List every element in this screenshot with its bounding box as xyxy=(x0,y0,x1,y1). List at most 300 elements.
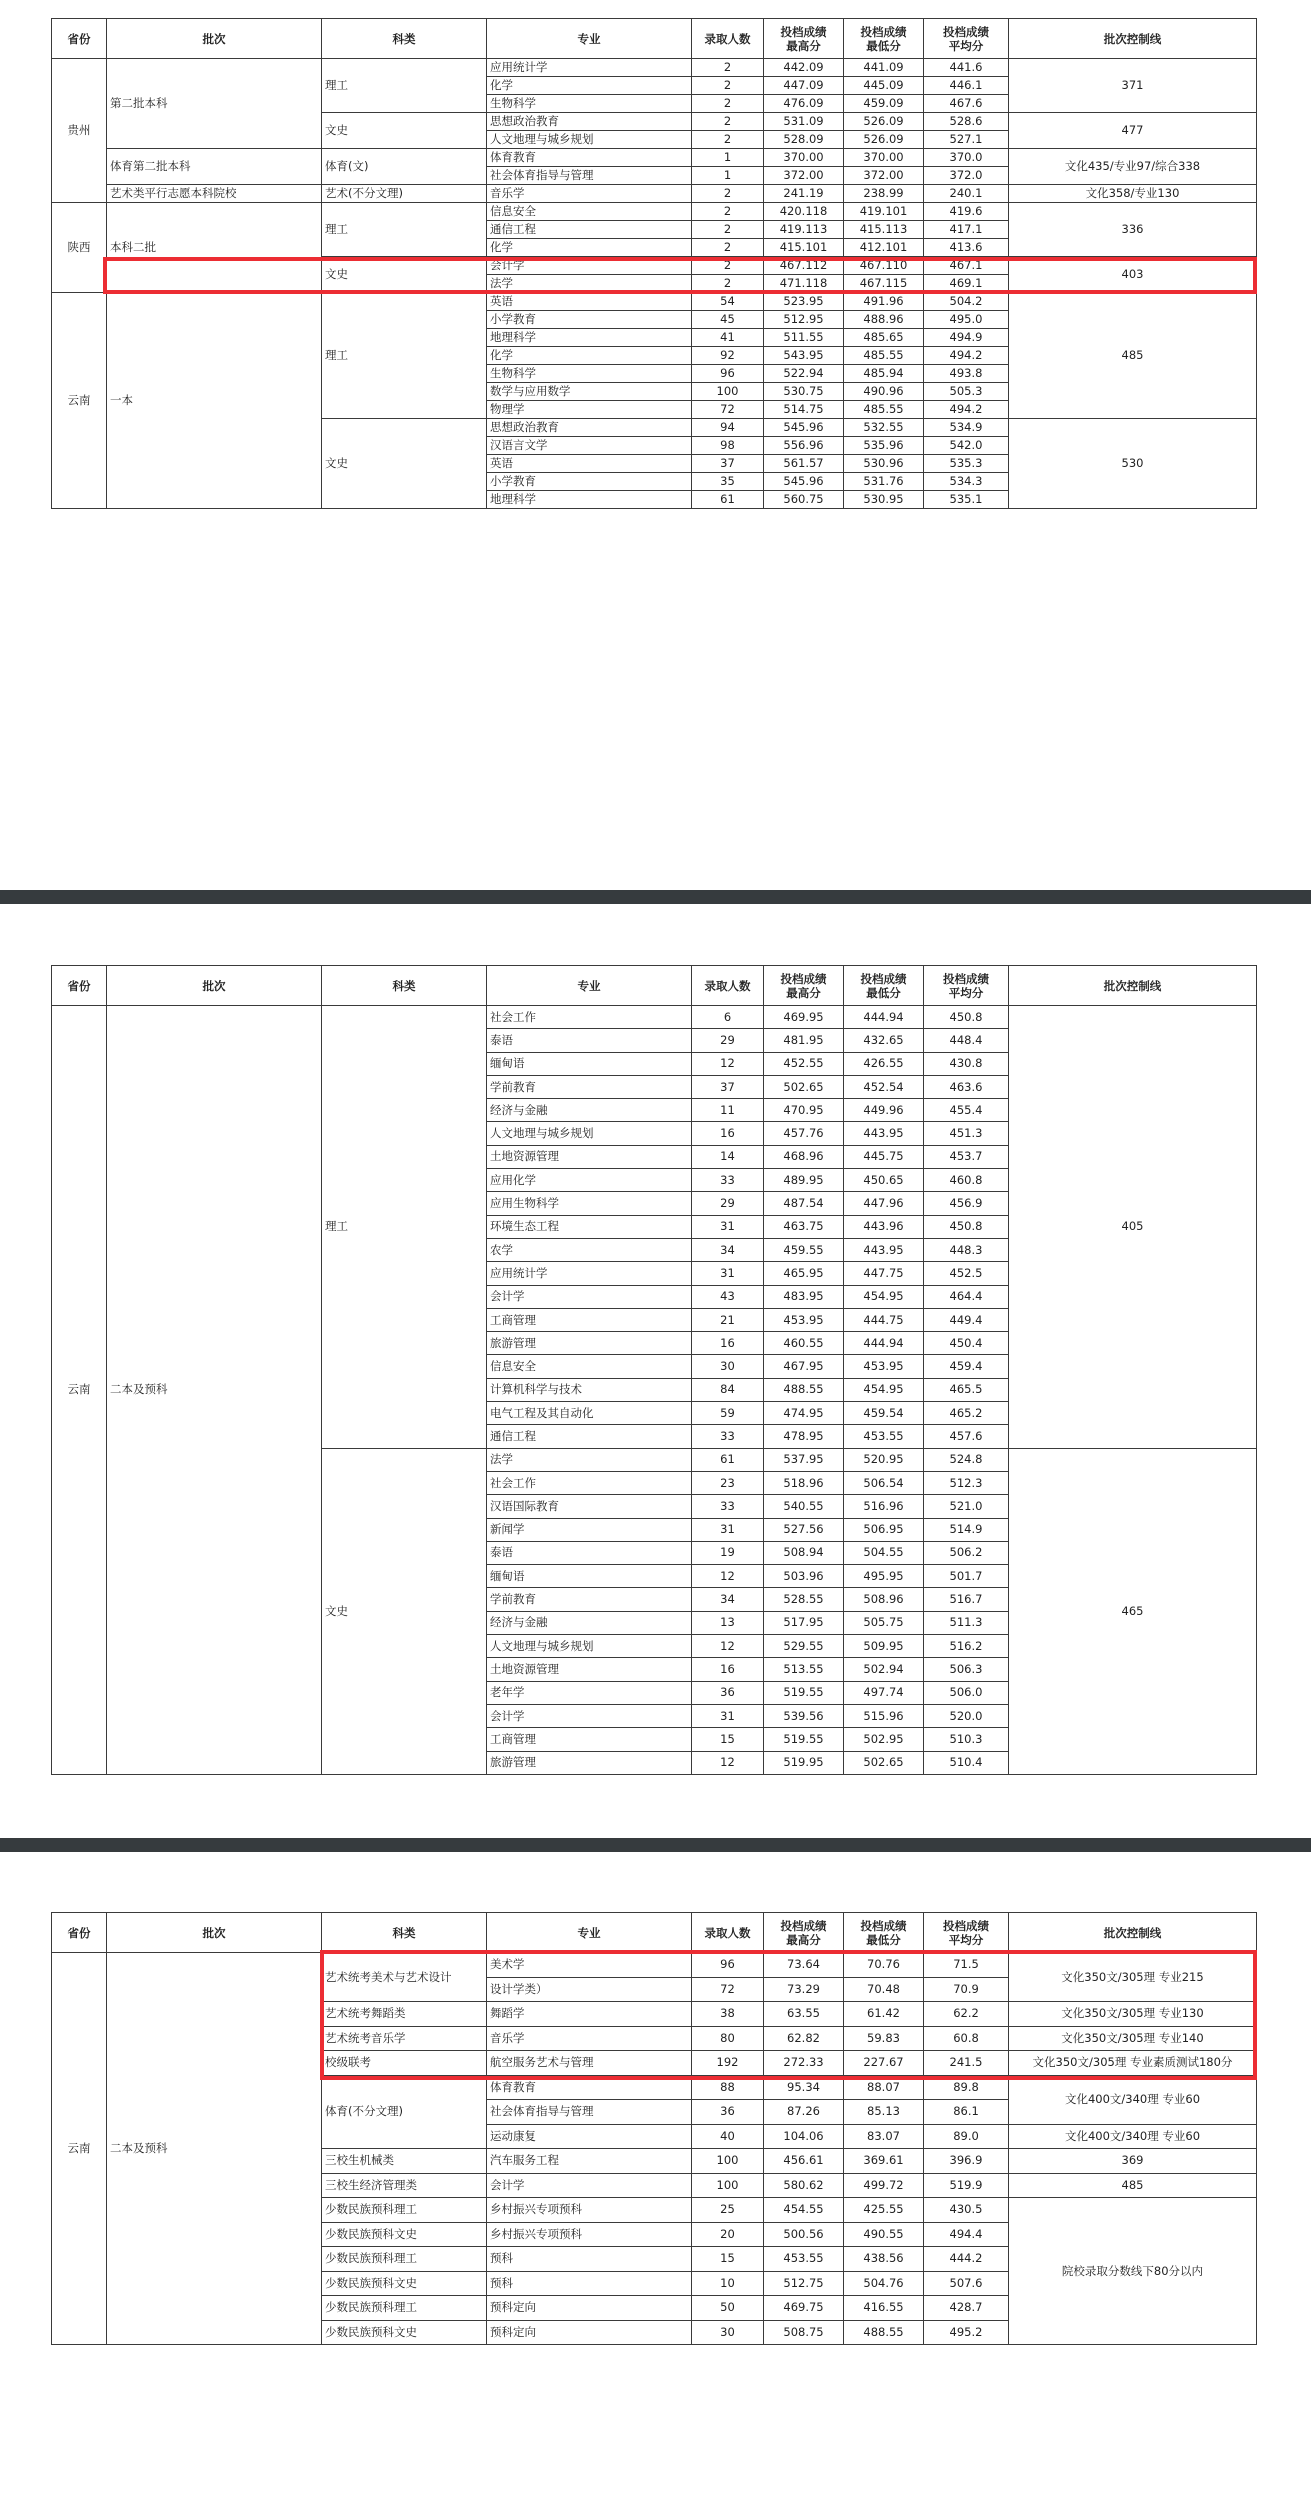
min-score-cell: 83.07 xyxy=(844,2124,924,2149)
admitted-cell: 12 xyxy=(692,1635,764,1658)
control-line-cell: 485 xyxy=(1009,2173,1257,2198)
min-score-cell: 70.76 xyxy=(844,1953,924,1978)
min-score-cell: 459.09 xyxy=(844,95,924,113)
major-cell: 物理学 xyxy=(487,401,692,419)
avg-score-cell: 430.5 xyxy=(924,2198,1009,2223)
admitted-cell: 21 xyxy=(692,1308,764,1331)
major-cell: 法学 xyxy=(487,275,692,293)
avg-score-cell: 451.3 xyxy=(924,1122,1009,1145)
max-score-cell: 453.55 xyxy=(764,2247,844,2272)
admitted-cell: 37 xyxy=(692,1075,764,1098)
admitted-cell: 61 xyxy=(692,1448,764,1471)
avg-score-cell: 467.6 xyxy=(924,95,1009,113)
avg-score-cell: 516.7 xyxy=(924,1588,1009,1611)
major-cell: 信息安全 xyxy=(487,1355,692,1378)
min-score-cell: 454.95 xyxy=(844,1378,924,1401)
min-score-cell: 445.09 xyxy=(844,77,924,95)
admitted-cell: 38 xyxy=(692,2002,764,2027)
min-score-cell: 526.09 xyxy=(844,131,924,149)
min-score-cell: 485.94 xyxy=(844,365,924,383)
min-score-cell: 508.96 xyxy=(844,1588,924,1611)
admitted-cell: 2 xyxy=(692,221,764,239)
admitted-cell: 30 xyxy=(692,1355,764,1378)
min-score-cell: 499.72 xyxy=(844,2173,924,2198)
admitted-cell: 41 xyxy=(692,329,764,347)
min-score-cell: 443.95 xyxy=(844,1238,924,1261)
control-line-cell: 403 xyxy=(1009,257,1257,293)
major-cell: 思想政治教育 xyxy=(487,419,692,437)
admitted-cell: 23 xyxy=(692,1471,764,1494)
major-cell: 舞蹈学 xyxy=(487,2002,692,2027)
min-score-cell: 238.99 xyxy=(844,185,924,203)
min-score-cell: 370.00 xyxy=(844,149,924,167)
header-admitted: 录取人数 xyxy=(692,1913,764,1953)
avg-score-cell: 460.8 xyxy=(924,1169,1009,1192)
kelei-cell: 少数民族预科文史 xyxy=(322,2271,487,2296)
max-score-cell: 519.55 xyxy=(764,1681,844,1704)
avg-score-cell: 459.4 xyxy=(924,1355,1009,1378)
min-score-cell: 530.95 xyxy=(844,491,924,509)
major-cell: 法学 xyxy=(487,1448,692,1471)
admitted-cell: 15 xyxy=(692,2247,764,2272)
max-score-cell: 540.55 xyxy=(764,1495,844,1518)
control-line-cell: 文化400文/340理 专业60 xyxy=(1009,2075,1257,2124)
major-cell: 通信工程 xyxy=(487,1425,692,1448)
major-cell: 缅甸语 xyxy=(487,1052,692,1075)
min-score-cell: 412.101 xyxy=(844,239,924,257)
admitted-cell: 2 xyxy=(692,239,764,257)
header-major: 专业 xyxy=(487,19,692,59)
max-score-cell: 460.55 xyxy=(764,1332,844,1355)
admitted-cell: 84 xyxy=(692,1378,764,1401)
avg-score-cell: 441.6 xyxy=(924,59,1009,77)
major-cell: 地理科学 xyxy=(487,329,692,347)
major-cell: 小学教育 xyxy=(487,311,692,329)
major-cell: 学前教育 xyxy=(487,1075,692,1098)
kelei-cell: 文史 xyxy=(322,419,487,509)
admitted-cell: 2 xyxy=(692,77,764,95)
max-score-cell: 447.09 xyxy=(764,77,844,95)
max-score-cell: 372.00 xyxy=(764,167,844,185)
control-line-cell: 405 xyxy=(1009,1006,1257,1449)
avg-score-cell: 450.8 xyxy=(924,1215,1009,1238)
max-score-cell: 527.56 xyxy=(764,1518,844,1541)
min-score-cell: 88.07 xyxy=(844,2075,924,2100)
kelei-cell: 艺术统考音乐学 xyxy=(322,2026,487,2051)
avg-score-cell: 419.6 xyxy=(924,203,1009,221)
major-cell: 思想政治教育 xyxy=(487,113,692,131)
min-score-cell: 520.95 xyxy=(844,1448,924,1471)
major-cell: 计算机科学与技术 xyxy=(487,1378,692,1401)
avg-score-cell: 450.4 xyxy=(924,1332,1009,1355)
kelei-cell: 艺术(不分文理) xyxy=(322,185,487,203)
max-score-cell: 517.95 xyxy=(764,1611,844,1634)
avg-score-cell: 501.7 xyxy=(924,1565,1009,1588)
kelei-cell: 少数民族预科理工 xyxy=(322,2296,487,2321)
major-cell: 通信工程 xyxy=(487,221,692,239)
admitted-cell: 96 xyxy=(692,1953,764,1978)
max-score-cell: 502.65 xyxy=(764,1075,844,1098)
min-score-cell: 369.61 xyxy=(844,2149,924,2174)
max-score-cell: 545.96 xyxy=(764,419,844,437)
score-table-2 xyxy=(51,965,1257,1775)
kelei-cell: 理工 xyxy=(322,59,487,113)
max-score-cell: 73.64 xyxy=(764,1953,844,1978)
avg-score-cell: 452.5 xyxy=(924,1262,1009,1285)
min-score-cell: 535.96 xyxy=(844,437,924,455)
kelei-cell: 校级联考 xyxy=(322,2051,487,2076)
admitted-cell: 31 xyxy=(692,1704,764,1727)
major-cell: 泰语 xyxy=(487,1541,692,1564)
kelei-cell: 理工 xyxy=(322,203,487,257)
major-cell: 人文地理与城乡规划 xyxy=(487,1635,692,1658)
score-table-2-body xyxy=(52,1006,1257,1775)
avg-score-cell: 505.3 xyxy=(924,383,1009,401)
major-cell: 美术学 xyxy=(487,1953,692,1978)
admitted-cell: 2 xyxy=(692,203,764,221)
kelei-cell: 少数民族预科理工 xyxy=(322,2247,487,2272)
admitted-cell: 100 xyxy=(692,383,764,401)
admitted-cell: 12 xyxy=(692,1052,764,1075)
major-cell: 数学与应用数学 xyxy=(487,383,692,401)
admitted-cell: 6 xyxy=(692,1006,764,1029)
admitted-cell: 54 xyxy=(692,293,764,311)
kelei-cell: 理工 xyxy=(322,1006,487,1449)
major-cell: 预科定向 xyxy=(487,2320,692,2345)
major-cell: 航空服务艺术与管理 xyxy=(487,2051,692,2076)
max-score-cell: 476.09 xyxy=(764,95,844,113)
max-score-cell: 470.95 xyxy=(764,1099,844,1122)
min-score-cell: 509.95 xyxy=(844,1635,924,1658)
avg-score-cell: 449.4 xyxy=(924,1308,1009,1331)
max-score-cell: 469.95 xyxy=(764,1006,844,1029)
max-score-cell: 530.75 xyxy=(764,383,844,401)
admitted-cell: 2 xyxy=(692,185,764,203)
header-avg: 投档成绩 平均分 xyxy=(924,1913,1009,1953)
major-cell: 电气工程及其自动化 xyxy=(487,1402,692,1425)
major-cell: 工商管理 xyxy=(487,1308,692,1331)
min-score-cell: 491.96 xyxy=(844,293,924,311)
header-min: 投档成绩 最低分 xyxy=(844,1913,924,1953)
control-line-cell: 文化435/专业97/综合338 xyxy=(1009,149,1257,185)
kelei-cell: 少数民族预科文史 xyxy=(322,2222,487,2247)
control-line-cell: 336 xyxy=(1009,203,1257,257)
major-cell: 化学 xyxy=(487,77,692,95)
min-score-cell: 532.55 xyxy=(844,419,924,437)
header-avg: 投档成绩 平均分 xyxy=(924,19,1009,59)
kelei-cell: 三校生经济管理类 xyxy=(322,2173,487,2198)
avg-score-cell: 464.4 xyxy=(924,1285,1009,1308)
min-score-cell: 61.42 xyxy=(844,2002,924,2027)
control-line-cell: 477 xyxy=(1009,113,1257,149)
admitted-cell: 31 xyxy=(692,1215,764,1238)
header-row xyxy=(52,966,1257,1006)
max-score-cell: 478.95 xyxy=(764,1425,844,1448)
admitted-cell: 20 xyxy=(692,2222,764,2247)
avg-score-cell: 455.4 xyxy=(924,1099,1009,1122)
admitted-cell: 16 xyxy=(692,1658,764,1681)
major-cell: 体育教育 xyxy=(487,2075,692,2100)
min-score-cell: 444.94 xyxy=(844,1332,924,1355)
max-score-cell: 454.55 xyxy=(764,2198,844,2223)
min-score-cell: 438.56 xyxy=(844,2247,924,2272)
major-cell: 土地资源管理 xyxy=(487,1658,692,1681)
max-score-cell: 62.82 xyxy=(764,2026,844,2051)
table-row xyxy=(52,185,1257,203)
batch-cell: 体育第二批本科 xyxy=(107,149,322,185)
kelei-cell: 文史 xyxy=(322,113,487,149)
kelei-cell: 文史 xyxy=(322,1448,487,1774)
avg-score-cell: 520.0 xyxy=(924,1704,1009,1727)
min-score-cell: 502.65 xyxy=(844,1751,924,1774)
avg-score-cell: 62.2 xyxy=(924,2002,1009,2027)
avg-score-cell: 453.7 xyxy=(924,1145,1009,1168)
avg-score-cell: 465.2 xyxy=(924,1402,1009,1425)
control-line-cell: 465 xyxy=(1009,1448,1257,1774)
major-cell: 汽车服务工程 xyxy=(487,2149,692,2174)
avg-score-cell: 535.3 xyxy=(924,455,1009,473)
max-score-cell: 529.55 xyxy=(764,1635,844,1658)
major-cell: 缅甸语 xyxy=(487,1565,692,1588)
admitted-cell: 25 xyxy=(692,2198,764,2223)
header-kelei: 科类 xyxy=(322,1913,487,1953)
avg-score-cell: 469.1 xyxy=(924,275,1009,293)
max-score-cell: 442.09 xyxy=(764,59,844,77)
table-row xyxy=(52,59,1257,77)
major-cell: 社会体育指导与管理 xyxy=(487,2100,692,2125)
admitted-cell: 94 xyxy=(692,419,764,437)
min-score-cell: 419.101 xyxy=(844,203,924,221)
avg-score-cell: 413.6 xyxy=(924,239,1009,257)
max-score-cell: 465.95 xyxy=(764,1262,844,1285)
max-score-cell: 513.55 xyxy=(764,1658,844,1681)
max-score-cell: 453.95 xyxy=(764,1308,844,1331)
min-score-cell: 485.55 xyxy=(844,401,924,419)
major-cell: 旅游管理 xyxy=(487,1751,692,1774)
admitted-cell: 12 xyxy=(692,1565,764,1588)
batch-cell: 本科二批 xyxy=(107,203,322,293)
max-score-cell: 556.96 xyxy=(764,437,844,455)
min-score-cell: 70.48 xyxy=(844,1977,924,2002)
avg-score-cell: 417.1 xyxy=(924,221,1009,239)
avg-score-cell: 430.8 xyxy=(924,1052,1009,1075)
min-score-cell: 432.65 xyxy=(844,1029,924,1052)
major-cell: 生物科学 xyxy=(487,95,692,113)
avg-score-cell: 89.8 xyxy=(924,2075,1009,2100)
header-max: 投档成绩 最高分 xyxy=(764,966,844,1006)
max-score-cell: 560.75 xyxy=(764,491,844,509)
max-score-cell: 468.96 xyxy=(764,1145,844,1168)
kelei-cell: 艺术统考舞蹈类 xyxy=(322,2002,487,2027)
avg-score-cell: 428.7 xyxy=(924,2296,1009,2321)
avg-score-cell: 71.5 xyxy=(924,1953,1009,1978)
max-score-cell: 463.75 xyxy=(764,1215,844,1238)
avg-score-cell: 463.6 xyxy=(924,1075,1009,1098)
min-score-cell: 443.96 xyxy=(844,1215,924,1238)
max-score-cell: 272.33 xyxy=(764,2051,844,2076)
min-score-cell: 485.65 xyxy=(844,329,924,347)
max-score-cell: 467.95 xyxy=(764,1355,844,1378)
admitted-cell: 100 xyxy=(692,2149,764,2174)
major-cell: 地理科学 xyxy=(487,491,692,509)
min-score-cell: 85.13 xyxy=(844,2100,924,2125)
admitted-cell: 72 xyxy=(692,401,764,419)
major-cell: 经济与金融 xyxy=(487,1611,692,1634)
major-cell: 预科 xyxy=(487,2271,692,2296)
avg-score-cell: 448.3 xyxy=(924,1238,1009,1261)
max-score-cell: 503.96 xyxy=(764,1565,844,1588)
min-score-cell: 416.55 xyxy=(844,2296,924,2321)
min-score-cell: 515.96 xyxy=(844,1704,924,1727)
admitted-cell: 88 xyxy=(692,2075,764,2100)
max-score-cell: 508.94 xyxy=(764,1541,844,1564)
kelei-cell: 三校生机械类 xyxy=(322,2149,487,2174)
admitted-cell: 36 xyxy=(692,2100,764,2125)
control-line-cell: 文化350文/305理 专业140 xyxy=(1009,2026,1257,2051)
avg-score-cell: 542.0 xyxy=(924,437,1009,455)
min-score-cell: 467.115 xyxy=(844,275,924,293)
province-cell: 贵州 xyxy=(52,59,107,203)
min-score-cell: 504.76 xyxy=(844,2271,924,2296)
header-province: 省份 xyxy=(52,1913,107,1953)
avg-score-cell: 493.8 xyxy=(924,365,1009,383)
kelei-cell: 少数民族预科文史 xyxy=(322,2320,487,2345)
admitted-cell: 11 xyxy=(692,1099,764,1122)
min-score-cell: 447.75 xyxy=(844,1262,924,1285)
admitted-cell: 192 xyxy=(692,2051,764,2076)
admitted-cell: 34 xyxy=(692,1588,764,1611)
header-batch: 批次 xyxy=(107,1913,322,1953)
admitted-cell: 10 xyxy=(692,2271,764,2296)
major-cell: 会计学 xyxy=(487,1285,692,1308)
admitted-cell: 2 xyxy=(692,257,764,275)
admitted-cell: 33 xyxy=(692,1425,764,1448)
batch-cell: 一本 xyxy=(107,293,322,509)
header-avg: 投档成绩 平均分 xyxy=(924,966,1009,1006)
max-score-cell: 483.95 xyxy=(764,1285,844,1308)
major-cell: 旅游管理 xyxy=(487,1332,692,1355)
major-cell: 体育教育 xyxy=(487,149,692,167)
avg-score-cell: 519.9 xyxy=(924,2173,1009,2198)
min-score-cell: 485.55 xyxy=(844,347,924,365)
avg-score-cell: 494.9 xyxy=(924,329,1009,347)
table-section-1 xyxy=(51,18,1256,509)
min-score-cell: 459.54 xyxy=(844,1402,924,1425)
avg-score-cell: 89.0 xyxy=(924,2124,1009,2149)
avg-score-cell: 446.1 xyxy=(924,77,1009,95)
table-row xyxy=(52,293,1257,311)
kelei-cell: 理工 xyxy=(322,293,487,419)
major-cell: 人文地理与城乡规划 xyxy=(487,1122,692,1145)
admitted-cell: 2 xyxy=(692,275,764,293)
avg-score-cell: 494.2 xyxy=(924,401,1009,419)
major-cell: 学前教育 xyxy=(487,1588,692,1611)
avg-score-cell: 494.2 xyxy=(924,347,1009,365)
avg-score-cell: 504.2 xyxy=(924,293,1009,311)
header-kelei: 科类 xyxy=(322,966,487,1006)
min-score-cell: 447.96 xyxy=(844,1192,924,1215)
batch-cell: 第二批本科 xyxy=(107,59,322,149)
max-score-cell: 456.61 xyxy=(764,2149,844,2174)
admitted-cell: 16 xyxy=(692,1122,764,1145)
max-score-cell: 512.95 xyxy=(764,311,844,329)
avg-score-cell: 534.3 xyxy=(924,473,1009,491)
control-line-cell: 文化350文/305理 专业215 xyxy=(1009,1953,1257,2002)
max-score-cell: 469.75 xyxy=(764,2296,844,2321)
score-table-1 xyxy=(51,18,1257,509)
max-score-cell: 512.75 xyxy=(764,2271,844,2296)
kelei-cell: 文史 xyxy=(322,257,487,293)
avg-score-cell: 457.6 xyxy=(924,1425,1009,1448)
major-cell: 音乐学 xyxy=(487,2026,692,2051)
max-score-cell: 95.34 xyxy=(764,2075,844,2100)
avg-score-cell: 60.8 xyxy=(924,2026,1009,2051)
major-cell: 应用化学 xyxy=(487,1169,692,1192)
admitted-cell: 2 xyxy=(692,59,764,77)
admitted-cell: 31 xyxy=(692,1262,764,1285)
major-cell: 社会工作 xyxy=(487,1006,692,1029)
avg-score-cell: 370.0 xyxy=(924,149,1009,167)
header-kelei: 科类 xyxy=(322,19,487,59)
admitted-cell: 61 xyxy=(692,491,764,509)
admitted-cell: 2 xyxy=(692,131,764,149)
major-cell: 乡村振兴专项预科 xyxy=(487,2198,692,2223)
admitted-cell: 19 xyxy=(692,1541,764,1564)
admitted-cell: 80 xyxy=(692,2026,764,2051)
major-cell: 化学 xyxy=(487,239,692,257)
admitted-cell: 13 xyxy=(692,1611,764,1634)
admitted-cell: 43 xyxy=(692,1285,764,1308)
admitted-cell: 16 xyxy=(692,1332,764,1355)
header-min: 投档成绩 最低分 xyxy=(844,966,924,1006)
max-score-cell: 457.76 xyxy=(764,1122,844,1145)
avg-score-cell: 511.3 xyxy=(924,1611,1009,1634)
major-cell: 信息安全 xyxy=(487,203,692,221)
major-cell: 小学教育 xyxy=(487,473,692,491)
min-score-cell: 449.96 xyxy=(844,1099,924,1122)
major-cell: 化学 xyxy=(487,347,692,365)
min-score-cell: 502.94 xyxy=(844,1658,924,1681)
major-cell: 新闻学 xyxy=(487,1518,692,1541)
admitted-cell: 92 xyxy=(692,347,764,365)
avg-score-cell: 456.9 xyxy=(924,1192,1009,1215)
min-score-cell: 531.76 xyxy=(844,473,924,491)
major-cell: 环境生态工程 xyxy=(487,1215,692,1238)
max-score-cell: 474.95 xyxy=(764,1402,844,1425)
major-cell: 应用统计学 xyxy=(487,1262,692,1285)
max-score-cell: 519.55 xyxy=(764,1728,844,1751)
max-score-cell: 419.113 xyxy=(764,221,844,239)
major-cell: 泰语 xyxy=(487,1029,692,1052)
max-score-cell: 531.09 xyxy=(764,113,844,131)
avg-score-cell: 528.6 xyxy=(924,113,1009,131)
admitted-cell: 30 xyxy=(692,2320,764,2345)
avg-score-cell: 506.3 xyxy=(924,1658,1009,1681)
major-cell: 老年学 xyxy=(487,1681,692,1704)
min-score-cell: 441.09 xyxy=(844,59,924,77)
avg-score-cell: 495.0 xyxy=(924,311,1009,329)
admitted-cell: 96 xyxy=(692,365,764,383)
admitted-cell: 34 xyxy=(692,1238,764,1261)
min-score-cell: 467.110 xyxy=(844,257,924,275)
max-score-cell: 528.09 xyxy=(764,131,844,149)
admitted-cell: 15 xyxy=(692,1728,764,1751)
avg-score-cell: 372.0 xyxy=(924,167,1009,185)
admitted-cell: 36 xyxy=(692,1681,764,1704)
max-score-cell: 452.55 xyxy=(764,1052,844,1075)
major-cell: 预科定向 xyxy=(487,2296,692,2321)
min-score-cell: 227.67 xyxy=(844,2051,924,2076)
